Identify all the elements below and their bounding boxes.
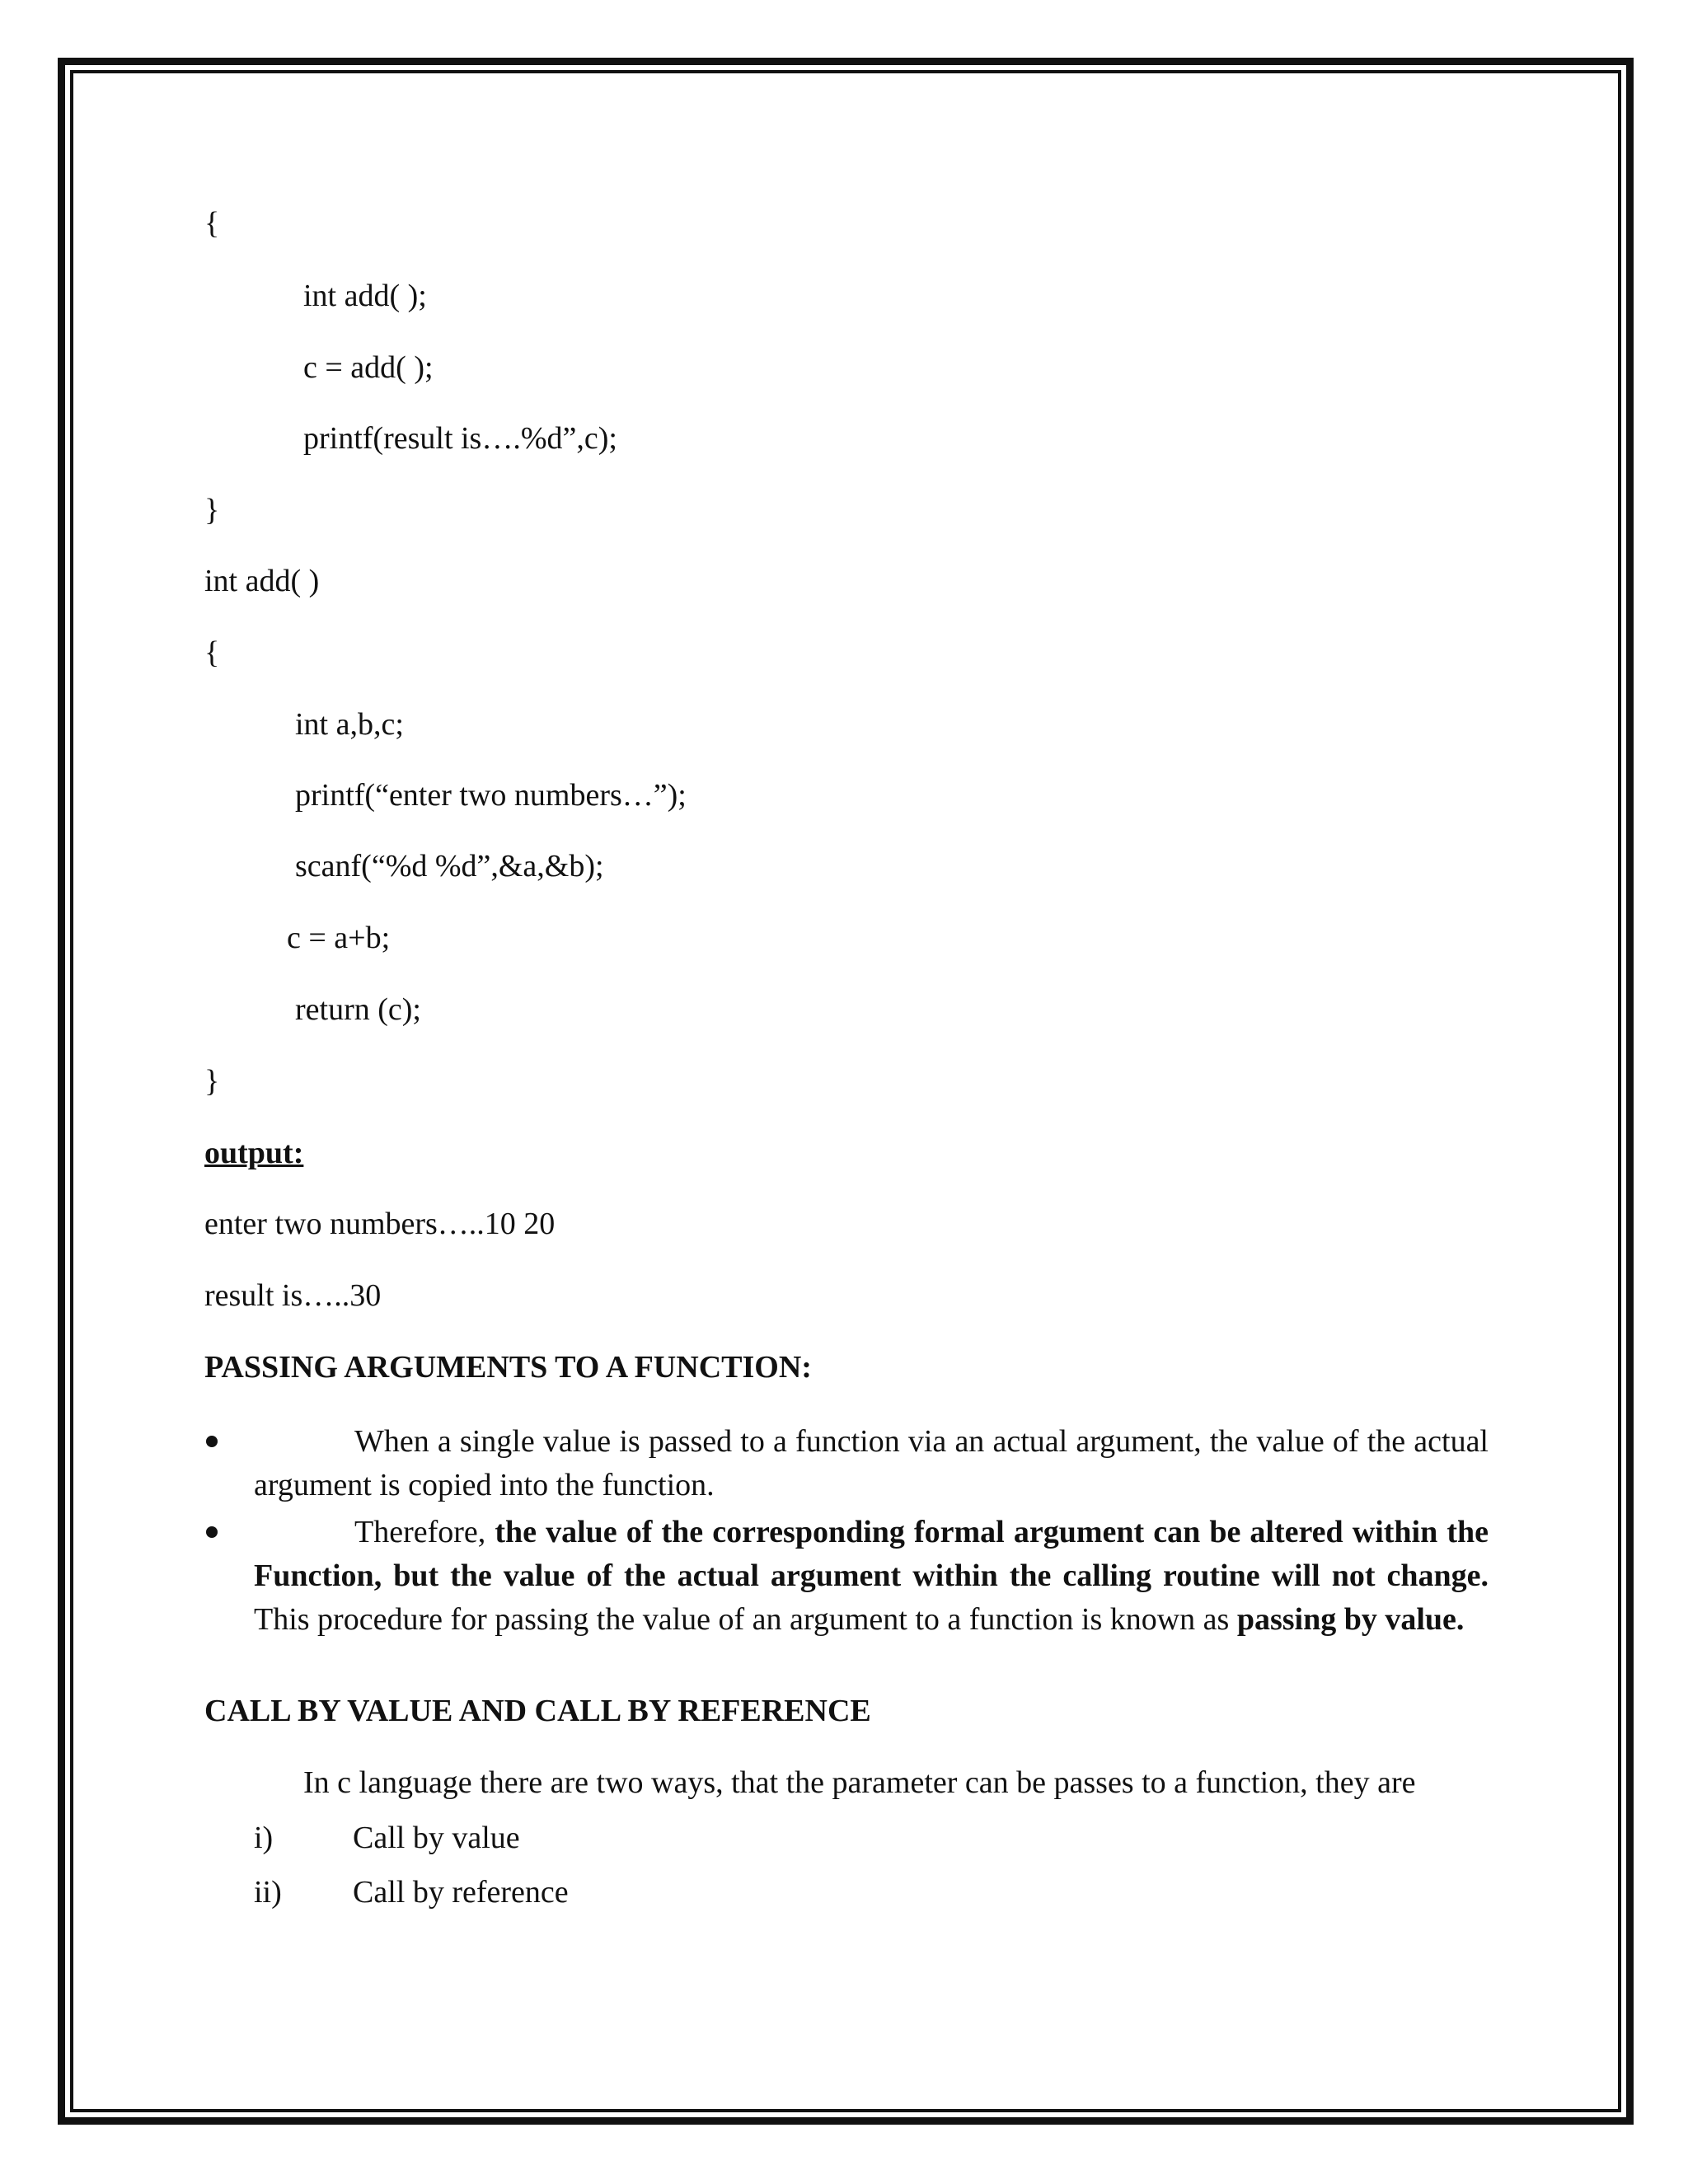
list-item-marker-2: ii): [254, 1875, 282, 1910]
output-line-2: result is…..30: [204, 1278, 382, 1313]
bullet-2-text-middle: This procedure for passing the value of an argument to a function is known as: [254, 1602, 1237, 1637]
code-line-return: return (c);: [295, 992, 421, 1027]
code-line-variables: int a,b,c;: [295, 707, 404, 742]
bullet-2-text-term: passing by value.: [1236, 1602, 1465, 1637]
code-line-prompt: printf(“enter two numbers…”);: [295, 778, 687, 813]
output-heading: output:: [204, 1136, 304, 1170]
code-line-close-brace: }: [204, 493, 220, 527]
list-item-text-1: Call by value: [353, 1821, 520, 1855]
code-line-open-brace-2: {: [204, 635, 220, 670]
bullet-1-text: When a single value is passed to a function via an actual argument, the value of the actual argument is copied into the function.: [254, 1424, 1489, 1502]
list-item-text-2: Call by reference: [353, 1875, 569, 1910]
bullet-dot-2: [206, 1526, 218, 1538]
output-line-1: enter two numbers…..10 20: [204, 1207, 556, 1241]
call-intro-text: In c language there are two ways, that the parameter can be passes to a function, they are: [303, 1765, 1416, 1800]
section-heading-passing-arguments: PASSING ARGUMENTS TO A FUNCTION:: [204, 1350, 812, 1385]
code-line-close-brace-2: }: [204, 1064, 220, 1099]
list-item-marker-1: i): [254, 1821, 274, 1855]
code-line-open-brace: {: [204, 206, 220, 241]
code-line-scanf: scanf(“%d %d”,&a,&b);: [295, 849, 604, 883]
bullet-paragraph-2: [254, 1511, 1489, 1642]
bullet-paragraph-1: [254, 1420, 1489, 1507]
code-line-call: c = add( );: [303, 350, 434, 385]
code-line-function-header: int add( ): [204, 564, 320, 598]
code-line-sum: c = a+b;: [287, 921, 391, 955]
bullet-2-text-intro: Therefore,: [354, 1515, 495, 1549]
code-line-declaration: int add( );: [303, 279, 427, 313]
code-line-printf: printf(result is….%d”,c);: [303, 421, 617, 456]
section-heading-call-by: CALL BY VALUE AND CALL BY REFERENCE: [204, 1694, 871, 1728]
bullet-dot-1: [206, 1436, 218, 1447]
bullet-2-text-bold: the value of the corresponding formal argument can be altered within the Function, but the value of the actual argument within the calling routine will not change.: [254, 1515, 1489, 1593]
